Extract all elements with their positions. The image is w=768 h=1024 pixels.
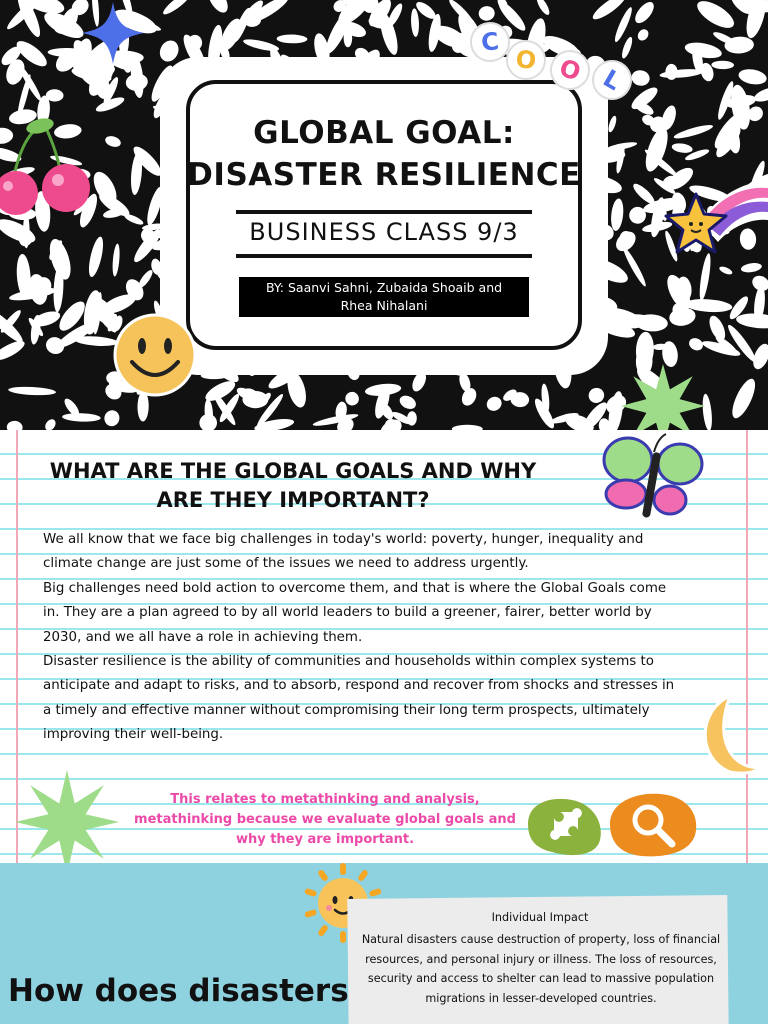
moon-icon xyxy=(690,692,762,776)
section-heading: How does disasters xyxy=(8,973,349,1009)
disaster-effects-slide xyxy=(0,863,768,1024)
title-rule-top xyxy=(236,210,532,214)
cover-subtitle: BUSINESS CLASS 9/3 xyxy=(249,218,519,246)
cover-title-line2: DISASTER RESILIENCE xyxy=(187,157,581,193)
impact-card-text: Natural disasters cause destruction of property, loss of financial resources, and personal injury or illness. The loss of resources, security and access to shelter can lead to massive population migrations in lesser-developed countries. xyxy=(361,933,721,1006)
cool-letter-2: O xyxy=(504,38,548,82)
section-heading xyxy=(18,457,568,515)
sparkle-icon xyxy=(80,0,146,66)
cool-letter-1: C xyxy=(468,20,512,64)
global-goals-slide xyxy=(0,430,768,863)
smiley-icon xyxy=(110,310,200,400)
heading-line1: WHAT ARE THE GLOBAL GOALS AND WHY xyxy=(49,459,537,483)
author-byline xyxy=(239,277,529,317)
magnifier-icon xyxy=(606,790,700,860)
starburst-icon xyxy=(8,770,126,863)
metathinking-note: This relates to metathinking and analysis, metathinking because we evaluate global goals and why they are important. xyxy=(134,792,516,847)
byline-line1: BY: Saanvi Sahni, Zubaida Shoaib and xyxy=(265,280,503,295)
margin-line-right xyxy=(746,430,748,863)
cover-slide xyxy=(0,0,768,430)
cool-letter-4: L xyxy=(585,53,640,108)
impact-card-title: Individual Impact xyxy=(491,911,589,924)
puzzle-icon xyxy=(522,794,606,860)
paragraph-global-goals: Big challenges need bold action to overcome them, and that is where the Global Goals come in. They are a plan agreed to by all world leaders to build a greener, fairer, better world by 2030, and we all have a role in achieving them. xyxy=(43,580,667,645)
paragraph-resilience: Disaster resilience is the ability of communities and households within complex systems to anticipate and adapt to risks, and to absorb, respond and recover from shocks and stresses in a timely and effective manner without compromising their long term prospects, ultimately improving their well-being. xyxy=(43,654,675,743)
cover-title xyxy=(186,112,582,196)
body-text xyxy=(43,528,683,748)
byline-line2: Rhea Nihalani xyxy=(340,298,428,313)
title-rule-bottom xyxy=(236,254,532,258)
starburst-icon xyxy=(618,362,708,430)
butterfly-icon xyxy=(598,432,710,524)
cherries-icon xyxy=(0,118,100,223)
cool-letter-3: O xyxy=(545,45,595,95)
heading-line2: ARE THEY IMPORTANT? xyxy=(156,488,430,512)
shooting-star-icon xyxy=(660,172,768,272)
cover-title-line1: GLOBAL GOAL: xyxy=(253,115,515,151)
paragraph-challenges: We all know that we face big challenges in today's world: poverty, hunger, inequality and climate change are just some of the issues we need to address urgently. xyxy=(43,532,644,572)
